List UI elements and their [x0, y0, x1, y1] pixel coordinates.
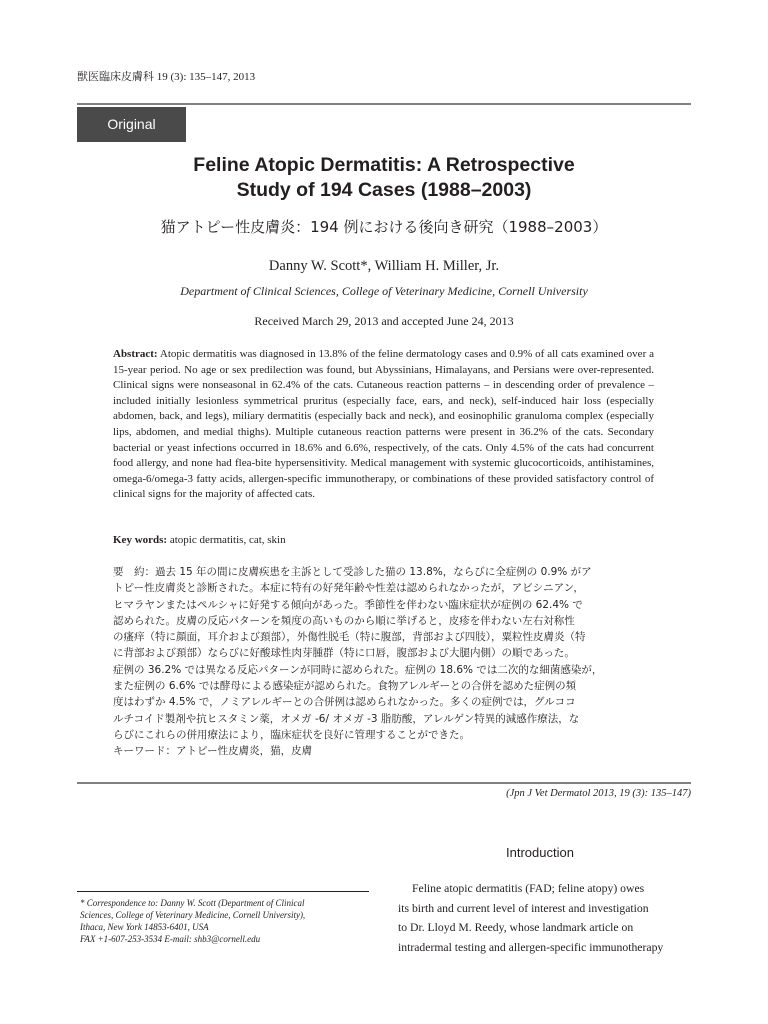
- ja-abstract-line: に背部および頚部）ならびに好酸球性肉芽腫群（特に口唇，腹部および大腿内側）の順であった。: [113, 647, 575, 660]
- ja-abstract-line: ルチコイド製剤や抗ヒスタミン薬，オメガ -6/ オメガ -3 脂肪酸，アレルゲン特異的減感作療法，な: [113, 712, 580, 725]
- ja-abstract-line: トピー性皮膚炎と診断された。本症に特有の好発年齢や性差は認められなかったが，アビシニアン，: [113, 582, 584, 595]
- intro-line: intradermal testing and allergen-specific immunotherapy: [398, 940, 664, 954]
- intro-line: to Dr. Lloyd M. Reedy, whose landmark article on: [398, 921, 634, 934]
- section-divider: [77, 782, 691, 784]
- correspondence-footnote: [80, 897, 370, 945]
- footnote-line: Ithaca, New York 14853-6401, USA: [80, 922, 209, 932]
- received-date: Received March 29, 2013 and accepted June 24, 2013: [254, 314, 514, 328]
- title-line-1: Feline Atopic Dermatitis: A Retrospective: [193, 154, 575, 176]
- top-divider: [77, 103, 691, 105]
- footnote-divider: [77, 891, 369, 892]
- abstract-text: Atopic dermatitis was diagnosed in 13.8% of the feline dermatology cases and 0.9% of all cats examined over a 15-year period. No age or sex predilection was found, but Abyssinians, Himalayans, and Persians were over-represented. Clinical signs were nonseasonal in 62.4% of the cats. Cutaneous reaction patterns – in descending order of prevalence – included initially lesionless symmetrical pruritus (especially face, ears, and neck), self-induced hair loss (especially abdomen, back, and legs), miliary dermatitis (especially back and neck), and eosinophilic granuloma complex (especially lips, abdomen, and medial thighs). Multiple cutaneous reaction patterns were present in 36.2% of the cats. Secondary bacterial or yeast infections occurred in 18.6% and 6.6%, respectively, of the cats. Only 4.5% of the cats had concurrent food allergy, and none had flea-bite hypersensitivity. Medical management with systemic glucocorticoids, antihistamines, omega-6/omega-3 fatty acids, allergen-specific immunotherapy, or combinations of these provided satisfactory control of clinical signs for the majority of affected cats.: [113, 348, 654, 501]
- citation: (Jpn J Vet Dermatol 2013, 19 (3): 135–147): [506, 788, 691, 799]
- journal-reference: 獣医臨床皮膚科 19 (3): 135–147, 2013: [77, 71, 256, 83]
- ja-abstract-line: 度はわずか 4.5% で，ノミアレルギーとの合併例は認められなかった。多くの症例では，グルココ: [113, 696, 576, 709]
- japanese-abstract: [113, 564, 654, 760]
- article-title: [77, 153, 691, 203]
- footnote-line: FAX +1-607-253-3534 E-mail: shb3@cornell.edu: [80, 934, 261, 944]
- abstract-label: Abstract:: [113, 348, 158, 360]
- intro-line: Feline atopic dermatitis (FAD; feline atopy) owes: [412, 882, 645, 895]
- affiliation: Department of Clinical Sciences, College of Veterinary Medicine, Cornell University: [180, 284, 588, 298]
- footnote-line: * Correspondence to: Danny W. Scott (Department of Clinical: [80, 898, 305, 908]
- ja-abstract-line: らびにこれらの併用療法により，臨床症状を良好に管理することができた。: [113, 728, 470, 741]
- ja-keywords: キーワード：アトピー性皮膚炎，猫，皮膚: [113, 745, 313, 758]
- ja-abstract-line: 認められた。皮膚の反応パターンを頻度の高いものから順に挙げると，皮疹を伴わない左右対称性: [113, 614, 575, 627]
- ja-abstract-line: ヒマラヤンまたはペルシャに好発する傾向があった。季節性を伴わない臨床症状が症例の 62.4% で: [113, 598, 583, 611]
- keywords-label: Key words:: [113, 534, 168, 546]
- authors: Danny W. Scott*, William H. Miller, Jr.: [268, 258, 500, 274]
- ja-abstract-line: また症例の 6.6% では酵母による感染症が認められた。食物アレルギーとの合併を認めた症例の頻: [113, 680, 577, 693]
- article-title-japanese: 猫アトピー性皮膚炎：194 例における後向き研究（1988–2003）: [160, 218, 608, 236]
- abstract: [113, 347, 654, 503]
- title-line-2: Study of 194 Cases (1988–2003): [236, 179, 532, 201]
- intro-line: its birth and current level of interest and investigation: [398, 901, 649, 915]
- ja-abstract-line: 要 約：過去 15 年の間に皮膚疾患を主訴として受診した猫の 13.8%，ならびに全症例の 0.9% がア: [113, 566, 592, 578]
- keywords-text: atopic dermatitis, cat, skin: [169, 534, 286, 546]
- article-type-badge: Original: [77, 107, 186, 142]
- introduction-heading: Introduction: [506, 845, 574, 860]
- introduction-paragraph: [398, 879, 691, 957]
- footnote-line: Sciences, College of Veterinary Medicine, Cornell University),: [80, 910, 306, 920]
- ja-abstract-line: の瘙痒（特に顔面，耳介および頚部），外傷性脱毛（特に腹部，背部および四肢），粟粒性皮膚炎（特: [113, 631, 586, 644]
- ja-abstract-line: 症例の 36.2% では異なる反応パターンが同時に認められた。症例の 18.6% では二次的な細菌感染が，: [113, 663, 603, 676]
- keywords: [113, 534, 654, 546]
